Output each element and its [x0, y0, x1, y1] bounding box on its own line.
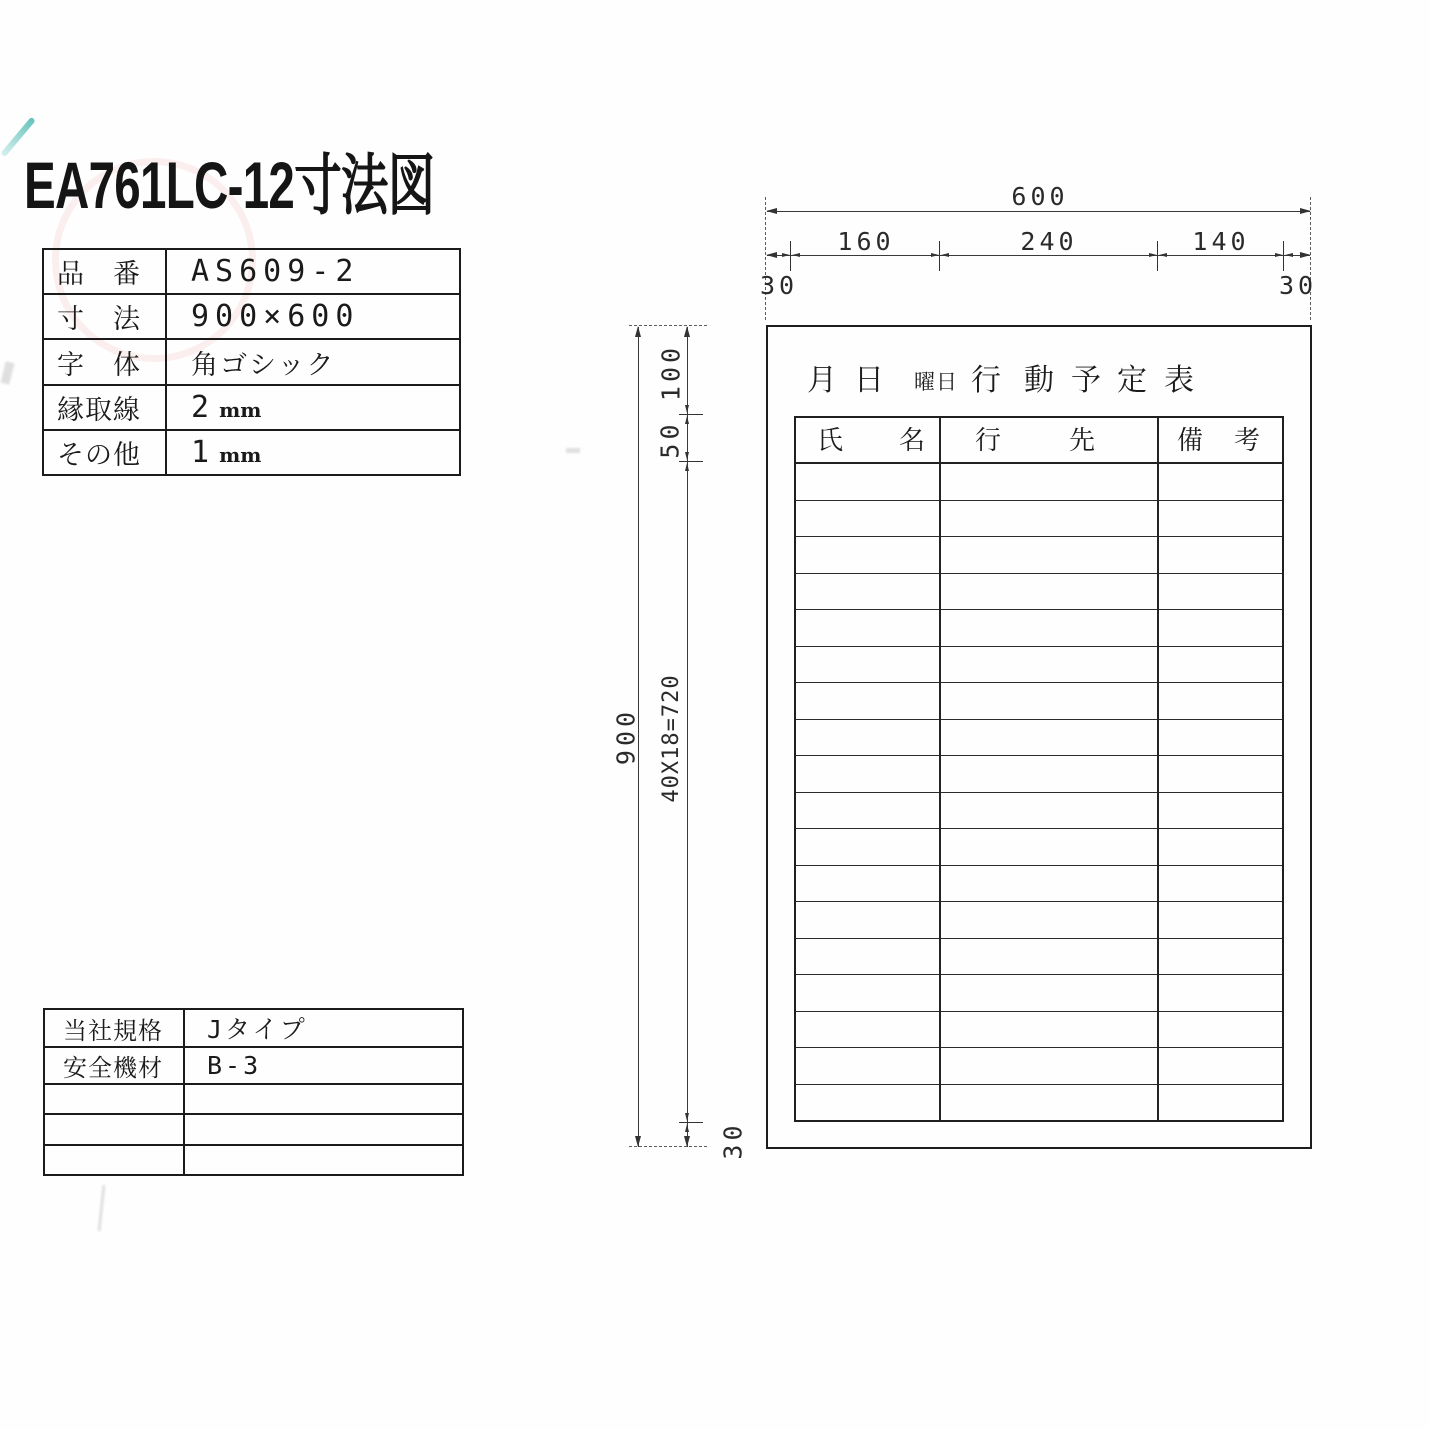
spec-label: 字 体: [44, 340, 167, 383]
standards-value: B-3: [207, 1051, 262, 1080]
spec-row: [44, 429, 459, 474]
standards-label: [45, 1085, 185, 1113]
board-title-char: 曜日: [914, 371, 958, 394]
arrowhead: [684, 326, 690, 337]
standards-table: [43, 1008, 464, 1176]
spec-row: [44, 384, 459, 429]
spec-table: [42, 248, 461, 476]
column-header-label: 考: [1234, 425, 1261, 455]
table-row: [796, 610, 1282, 647]
arrowhead: [766, 252, 777, 258]
board-title-char: 日: [854, 364, 884, 397]
arrowhead: [685, 416, 689, 424]
standards-row: [45, 1113, 462, 1143]
extension-line: [765, 197, 766, 320]
extension-line: [1310, 197, 1311, 320]
arrowhead: [1300, 208, 1311, 214]
column-divider: [1157, 418, 1159, 1120]
table-row: [796, 939, 1282, 976]
dim-label-left-margin: 30: [759, 271, 799, 300]
spec-label: 縁取線: [44, 386, 167, 429]
dim-label-col1-width: 160: [837, 227, 895, 256]
dim-left-segments-line: [687, 327, 688, 1147]
arrowhead: [685, 452, 689, 460]
arrowhead: [685, 1124, 689, 1132]
standards-label: 当社規格: [45, 1010, 185, 1046]
spec-row: [44, 250, 459, 293]
table-row: [796, 793, 1282, 830]
spec-row: [44, 293, 459, 338]
table-row: [796, 647, 1282, 684]
board-title-char: 月: [807, 364, 837, 397]
dim-label-total-width: 600: [1011, 182, 1069, 211]
arrowhead: [1285, 253, 1293, 257]
schedule-table: [794, 416, 1284, 1122]
arrowhead: [685, 463, 689, 471]
column-header-label: 名: [899, 425, 926, 455]
arrowhead: [685, 405, 689, 413]
column-header-label: 備: [1177, 425, 1204, 455]
standards-row: [45, 1144, 462, 1174]
table-row: [796, 975, 1282, 1012]
spec-value: [167, 299, 363, 334]
board-title-char: 動: [1024, 364, 1054, 397]
dim-top-total-line: [767, 211, 1310, 212]
arrowhead: [684, 1136, 690, 1147]
table-row: [796, 866, 1282, 903]
dim-label-header-height: 50: [655, 420, 685, 459]
table-row: [796, 464, 1282, 501]
standards-row: [45, 1083, 462, 1113]
arrowhead: [792, 253, 800, 257]
standards-label: [45, 1146, 185, 1174]
dim-label-total-height: 900: [611, 707, 641, 766]
table-row: [796, 720, 1282, 757]
arrowhead: [1275, 253, 1283, 257]
spec-value: [167, 343, 339, 382]
arrowhead: [1300, 252, 1311, 258]
board-title-char: 表: [1164, 364, 1194, 397]
table-row: [796, 537, 1282, 574]
schedule-rows: [796, 464, 1282, 1120]
spec-value-text: 900×600: [191, 299, 360, 335]
standards-value: Jタイプ: [207, 1015, 308, 1044]
dim-label-col3-width: 140: [1192, 227, 1250, 256]
spec-unit: mm: [219, 442, 262, 467]
arrowhead: [782, 253, 790, 257]
spec-value: [167, 390, 261, 425]
board-title-char: 行: [971, 364, 1001, 397]
arrowhead: [766, 208, 777, 214]
standards-label: 安全機材: [45, 1048, 185, 1083]
dim-label-bottom-margin: 30: [718, 1121, 748, 1160]
scan-speck: [566, 448, 580, 453]
page-title: EA761LC-12寸法図: [24, 148, 435, 222]
dim-label-rows-formula: 40X18=720: [659, 674, 684, 803]
column-header-label: 先: [1069, 425, 1096, 455]
dim-label-col2-width: 240: [1020, 227, 1078, 256]
board-title-char: 予: [1071, 364, 1101, 397]
table-row: [796, 1085, 1282, 1121]
table-row: [796, 1012, 1282, 1049]
arrowhead: [931, 253, 939, 257]
table-row: [796, 1048, 1282, 1085]
arrowhead: [635, 326, 641, 337]
arrowhead: [1149, 253, 1157, 257]
standards-label: [45, 1115, 185, 1143]
table-row: [796, 683, 1282, 720]
standards-row: [45, 1010, 462, 1046]
dim-label-right-margin: 30: [1278, 271, 1318, 300]
spec-value-text: AS609-2: [191, 254, 360, 290]
spec-value: [167, 254, 363, 289]
column-header-label: 氏: [817, 425, 844, 455]
scan-speck: [0, 361, 14, 385]
spec-unit: mm: [219, 397, 262, 422]
spec-row: [44, 338, 459, 383]
tick: [679, 1122, 703, 1123]
board-title-char: 定: [1117, 364, 1147, 397]
table-row: [796, 829, 1282, 866]
arrowhead: [685, 1113, 689, 1121]
arrowhead: [941, 253, 949, 257]
arrowhead: [635, 1136, 641, 1147]
column-header-label: 行: [975, 425, 1002, 455]
spec-label: その他: [44, 431, 167, 474]
spec-label: 寸 法: [44, 295, 167, 338]
schedule-board: [766, 325, 1312, 1149]
tick: [679, 414, 703, 415]
table-row: [796, 574, 1282, 611]
dim-label-title-height: 100: [656, 343, 686, 402]
spec-value-text: 2: [191, 389, 216, 425]
table-row: [796, 902, 1282, 939]
standards-row: [45, 1046, 462, 1083]
table-row: [796, 501, 1282, 538]
spec-value-text: 角ゴシック: [191, 349, 336, 380]
table-row: [796, 756, 1282, 793]
scan-speck: [98, 1185, 106, 1231]
column-divider: [939, 418, 941, 1120]
spec-value-text: 1: [191, 434, 216, 470]
schedule-header-row: [796, 418, 1282, 464]
spec-label: 品 番: [44, 250, 167, 293]
spec-value: [167, 435, 261, 470]
arrowhead: [1159, 253, 1167, 257]
